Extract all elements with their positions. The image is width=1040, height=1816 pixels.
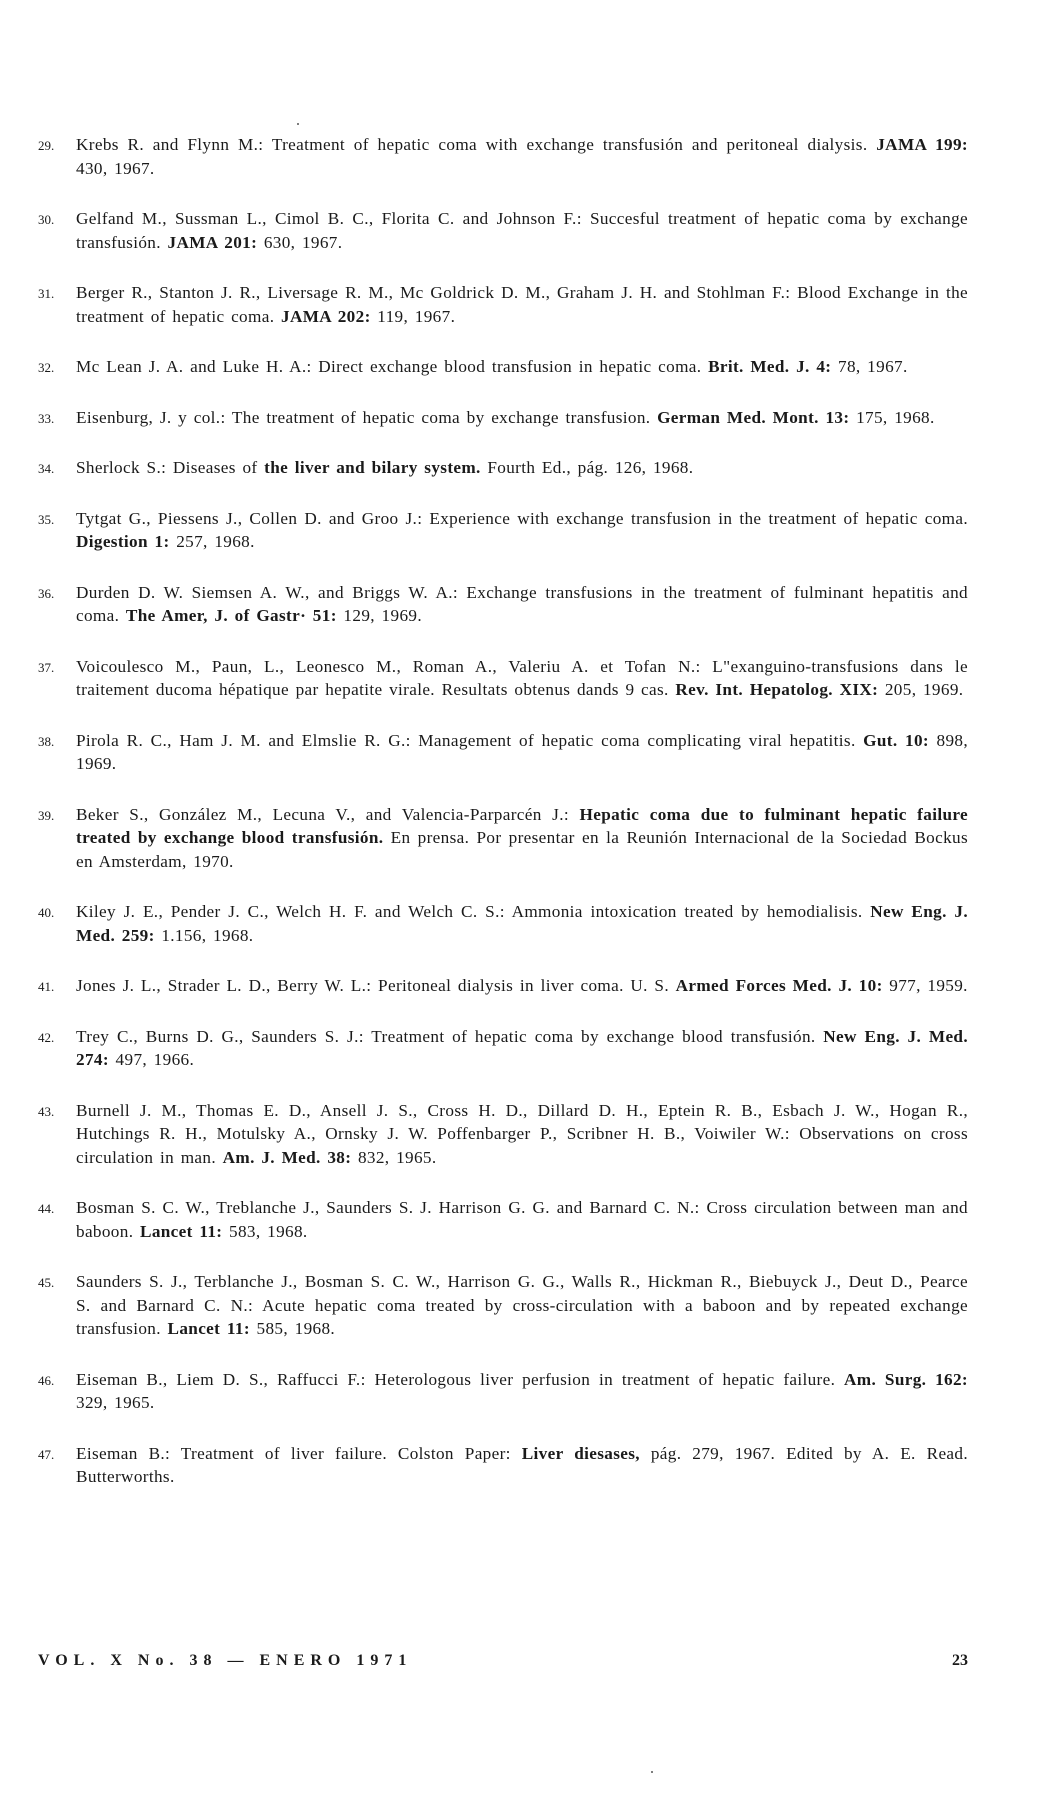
reference-item — [38, 1368, 968, 1415]
reference-number: 39. — [38, 807, 55, 823]
reference-segment: Burnell J. M., Thomas E. D., Ansell J. S., Cross H. D., Dillard D. H., Eptein R. B., Esbach J. W., Hogan R., Hutchings R. H., Motulsky A., Ornsky J. W. Poffenbarger P., Scribner H. B., Voiwiler W.: Observations on cross circulation in man. — [76, 1100, 968, 1167]
reference-text — [76, 509, 968, 552]
reference-segment: 175, 1968. — [849, 407, 935, 427]
reference-citation-bold: JAMA 201: — [167, 232, 258, 252]
reference-segment: 129, 1969. — [336, 606, 422, 625]
reference-number: 44. — [38, 1201, 55, 1216]
reference-segment: Krebs R. and Flynn M.: Treatment of hepatic coma with exchange transfusión and peritoneal dialysis. — [76, 135, 877, 154]
reference-citation-bold: Am. J. Med. 38: — [222, 1147, 352, 1167]
reference-text — [76, 1101, 968, 1167]
reference-text — [76, 583, 968, 626]
reference-number: 41. — [38, 979, 55, 994]
reference-segment: Pirola R. C., Ham J. M. and Elmslie R. G.: Management of hepatic coma complicating viral hepatitis. — [76, 730, 864, 750]
reference-text — [76, 209, 968, 252]
reference-segment: Gelfand M., Sussman L., Cimol B. C., Florita C. and Johnson F.: Succesful treatment of hepatic coma by exchange transfusión. — [76, 209, 968, 252]
reference-number: 33. — [38, 410, 55, 426]
reference-item — [38, 355, 968, 379]
reference-text — [76, 458, 693, 477]
reference-item — [38, 729, 968, 776]
reference-citation-bold: The Amer, J. of Gastr· 51: — [125, 606, 337, 625]
reference-item — [38, 406, 968, 430]
reference-number: 34. — [38, 461, 55, 476]
reference-segment: Eisenburg, J. y col.: The treatment of hepatic coma by exchange transfusion. — [76, 407, 658, 427]
reference-item — [38, 133, 968, 180]
reference-number: 45. — [38, 1275, 55, 1290]
reference-citation-bold: Gut. 10: — [863, 730, 929, 750]
reference-segment: 585, 1968. — [249, 1319, 336, 1338]
reference-number: 38. — [38, 733, 55, 749]
reference-text — [76, 1444, 968, 1487]
print-speck-top — [297, 123, 299, 125]
reference-segment: Voicoulesco M., Paun, L., Leonesco M., Roman A., Valeriu A. et Tofan N.: L"exanguino-transfusions dans le traitement ducoma hépatique par hepatite virale. Resultats obtenus dands 9 cas. — [76, 656, 968, 699]
reference-segment: En prensa. Por presentar en la Reunión Internacional de la Sociedad Bockus en Amsterdam, 1970. — [76, 828, 968, 871]
reference-item — [38, 456, 968, 480]
reference-segment: Eiseman B.: Treatment of liver failure. Colston Paper: — [76, 1443, 522, 1463]
reference-segment: Fourth Ed., pág. 126, 1968. — [480, 458, 694, 477]
reference-text — [76, 731, 968, 774]
reference-segment: Tytgat G., Piessens J., Collen D. and Groo J.: Experience with exchange transfusion in the treatment of hepatic coma. — [76, 508, 968, 528]
reference-citation-bold: Lancet 11: — [167, 1319, 250, 1338]
reference-text — [76, 657, 968, 700]
reference-segment: Eiseman B., Liem D. S., Raffucci F.: Heterologous liver perfusion in treatment of hepatic failure. — [76, 1369, 845, 1389]
reference-segment: 898, 1969. — [76, 730, 968, 773]
reference-citation-bold: Am. Surg. 162: — [844, 1369, 968, 1389]
reference-segment: pág. 279, 1967. Edited by A. E. Read. Butterworths. — [76, 1443, 968, 1486]
reference-item — [38, 900, 968, 947]
reference-segment: 78, 1967. — [831, 357, 908, 376]
reference-citation-bold: the liver and bilary system. — [264, 458, 481, 477]
reference-number: 32. — [38, 360, 55, 375]
reference-text — [76, 1027, 968, 1070]
reference-item — [38, 1025, 968, 1072]
reference-segment: Jones J. L., Strader L. D., Berry W. L.: Peritoneal dialysis in liver coma. U. S. — [76, 976, 676, 995]
reference-citation-bold: New Eng. J. Med. 274: — [76, 1026, 968, 1069]
reference-number: 43. — [38, 1103, 55, 1119]
reference-citation-bold: Armed Forces Med. J. 10: — [675, 976, 883, 995]
reference-item — [38, 1099, 968, 1170]
reference-segment: 1.156, 1968. — [154, 925, 254, 945]
reference-citation-bold: Digestion 1: — [76, 532, 170, 551]
reference-number: 31. — [38, 286, 55, 301]
reference-citation-bold: Rev. Int. Hepatolog. XIX: — [675, 680, 879, 699]
reference-segment: 205, 1969. — [878, 680, 964, 699]
reference-citation-bold: Hepatic coma due to fulminant hepatic failure treated by exchange blood transfusión. — [76, 804, 968, 847]
reference-segment: 832, 1965. — [351, 1147, 437, 1167]
reference-segment: Trey C., Burns D. G., Saunders S. J.: Treatment of hepatic coma by exchange blood transfusión. — [76, 1026, 824, 1046]
reference-citation-bold: Liver diesases, — [521, 1443, 640, 1463]
reference-citation-bold: JAMA 199: — [876, 135, 968, 154]
reference-segment: Sherlock S.: Diseases of — [76, 458, 265, 477]
reference-segment: Saunders S. J., Terblanche J., Bosman S. C. W., Harrison G. G., Walls R., Hickman R., Biebuyck J., Deut D., Pearce S. and Barnard C. N.: Acute hepatic coma treated by cross-circulation with a baboon and by repeated exchange transfusion. — [76, 1272, 968, 1338]
reference-text — [76, 976, 968, 995]
reference-item — [38, 974, 968, 998]
reference-number: 47. — [38, 1446, 55, 1462]
reference-text — [76, 902, 968, 945]
reference-citation-bold: JAMA 202: — [281, 306, 371, 326]
reference-segment: 329, 1965. — [76, 1393, 155, 1412]
page-number: 23 — [952, 1652, 968, 1669]
reference-number: 30. — [38, 212, 55, 227]
reference-list — [38, 133, 968, 1516]
reference-segment: 119, 1967. — [370, 306, 456, 326]
reference-item — [38, 655, 968, 702]
reference-item — [38, 1442, 968, 1489]
reference-number: 40. — [38, 905, 55, 920]
reference-number: 37. — [38, 659, 55, 675]
reference-segment: Durden D. W. Siemsen A. W., and Briggs W. A.: Exchange transfusions in the treatment of fulminant hepatitis and coma. — [76, 582, 968, 625]
reference-item — [38, 1196, 968, 1243]
reference-citation-bold: Lancet 11: — [140, 1221, 223, 1241]
footer-issue-label: VOL. X No. 38 — ENERO 1971 — [38, 1652, 413, 1669]
reference-text — [76, 357, 908, 376]
print-speck-bottom — [651, 1771, 653, 1773]
reference-text — [76, 1198, 968, 1241]
reference-citation-bold: Brit. Med. J. 4: — [708, 357, 832, 376]
reference-segment: 630, 1967. — [257, 232, 343, 252]
reference-text — [76, 1272, 968, 1338]
reference-item — [38, 281, 968, 328]
reference-segment: 257, 1968. — [169, 532, 255, 551]
reference-citation-bold: German Med. Mont. 13: — [657, 407, 850, 427]
reference-item — [38, 581, 968, 628]
reference-text — [76, 805, 968, 871]
reference-text — [76, 135, 968, 178]
reference-number: 42. — [38, 1029, 55, 1045]
reference-text — [76, 408, 935, 427]
page-footer — [38, 1652, 968, 1678]
reference-segment: Bosman S. C. W., Treblanche J., Saunders S. J. Harrison G. G. and Barnard C. N.: Cross circulation between man and baboon. — [76, 1198, 968, 1241]
reference-segment: Beker S., González M., Lecuna V., and Valencia-Parparcén J.: — [76, 804, 580, 824]
reference-citation-bold: New Eng. J. Med. 259: — [76, 902, 968, 945]
reference-text — [76, 283, 968, 326]
reference-segment: 977, 1959. — [882, 976, 968, 995]
reference-item — [38, 507, 968, 554]
reference-segment: Kiley J. E., Pender J. C., Welch H. F. and Welch C. S.: Ammonia intoxication treated by hemodialisis. — [76, 902, 871, 921]
reference-number: 46. — [38, 1372, 55, 1388]
reference-number: 29. — [38, 138, 55, 153]
reference-item — [38, 1270, 968, 1341]
reference-segment: Mc Lean J. A. and Luke H. A.: Direct exchange blood transfusion in hepatic coma. — [76, 357, 709, 376]
reference-segment: 497, 1966. — [108, 1050, 195, 1069]
reference-segment: 583, 1968. — [222, 1221, 308, 1241]
reference-number: 35. — [38, 511, 55, 527]
reference-text — [76, 1370, 968, 1413]
reference-item — [38, 803, 968, 874]
reference-item — [38, 207, 968, 254]
reference-segment: 430, 1967. — [76, 158, 155, 178]
reference-segment: Berger R., Stanton J. R., Liversage R. M., Mc Goldrick D. M., Graham J. H. and Stohlman F.: Blood Exchange in the treatment of hepatic coma. — [76, 283, 968, 326]
reference-number: 36. — [38, 585, 55, 601]
